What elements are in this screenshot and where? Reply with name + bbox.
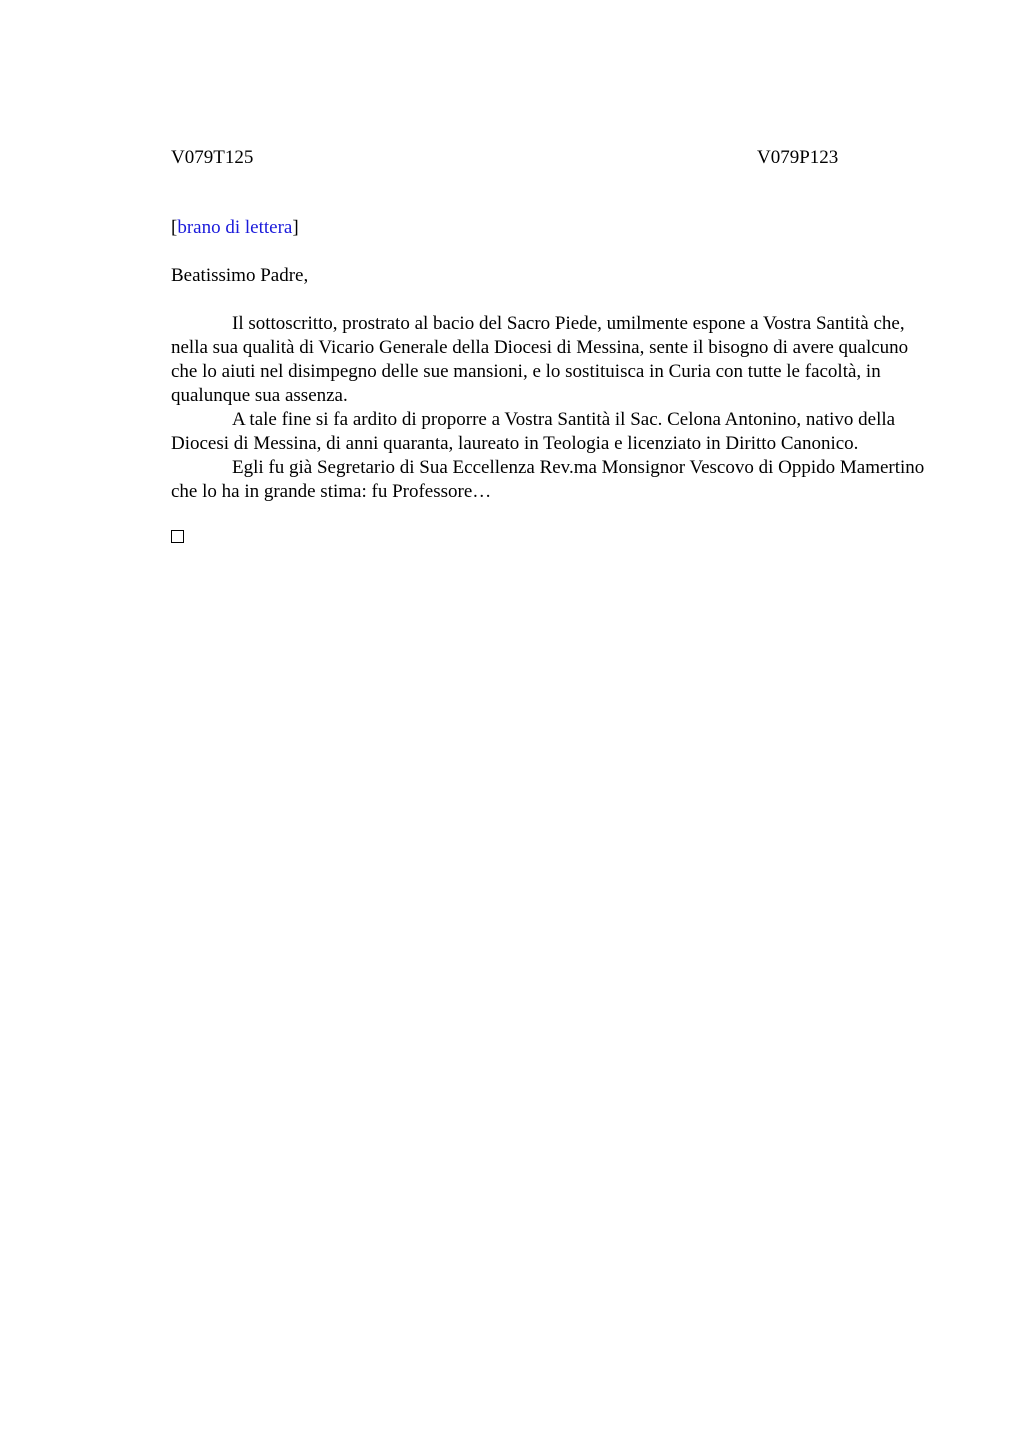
- heading-link[interactable]: brano di lettera: [177, 217, 293, 238]
- bracket-open: [: [171, 217, 178, 238]
- empty-square-icon: [171, 530, 184, 543]
- code-left: V079T125: [171, 147, 254, 168]
- letter-body: [171, 312, 931, 504]
- heading: [171, 216, 931, 240]
- document-codes: [171, 146, 931, 170]
- code-right: V079P123: [757, 147, 839, 168]
- salutation: Beatissimo Padre,: [171, 265, 309, 286]
- document-page: [171, 146, 931, 543]
- bracket-close: ]: [292, 217, 299, 238]
- paragraph-2: A tale fine si fa ardito di proporre a Vostra Santità il Sac. Celona Antonino, nativo della Diocesi di Messina, di anni quaranta, laureato in Teologia e licenziato in Diritto Canonico.: [171, 409, 896, 454]
- paragraph-1: Il sottoscritto, prostrato al bacio del Sacro Piede, umilmente espone a Vostra Santità che, nella sua qualità di Vicario Generale della Diocesi di Messina, sente il bisogno di avere qualcuno che lo aiuti nel disimpegno delle sue mansioni, e lo sostituisca in Curia con tutte le facoltà, in qualunque sua assenza.: [171, 313, 909, 406]
- paragraph-3: Egli fu già Segretario di Sua Eccellenza Rev.ma Monsignor Vescovo di Oppido Mamertino che lo ha in grande stima: fu Professore…: [171, 457, 925, 502]
